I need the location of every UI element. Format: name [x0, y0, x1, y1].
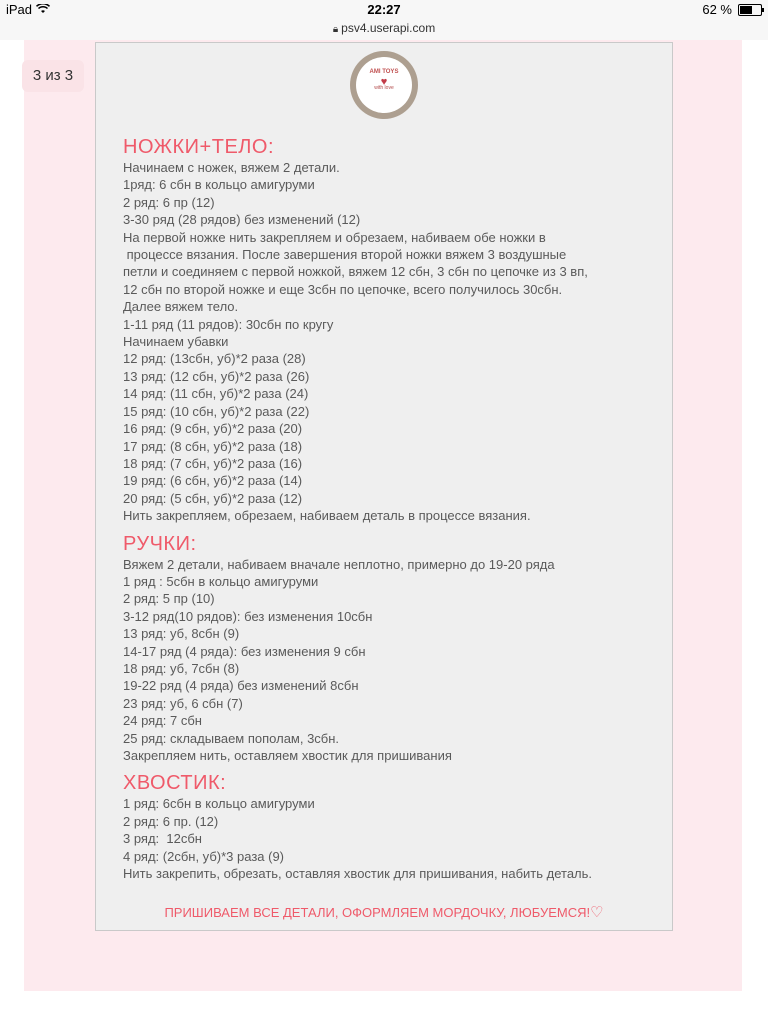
instruction-line: Начинаем с ножек, вяжем 2 детали. — [123, 160, 340, 175]
instruction-line: 13 ряд: (12 сбн, уб)*2 раза (26) — [123, 368, 310, 384]
instruction-line: Нить закрепляем, обрезаем, набиваем деталь в процессе вязания. — [123, 508, 531, 524]
instruction-line: 15 ряд: (10 сбн, уб)*2 раза (22) — [123, 403, 310, 419]
instruction-line: 2 ряд: 6 пр. (12) — [123, 813, 219, 829]
section-title: ХВОСТИК: — [123, 772, 227, 795]
url-text: psv4.userapi.com — [341, 21, 436, 35]
section — [123, 135, 683, 525]
heart-outline-icon: ♡ — [590, 904, 604, 921]
section — [123, 771, 683, 882]
logo-tagline: with love — [374, 85, 394, 91]
image-viewer — [0, 40, 768, 1024]
instruction-line: петли и соединяем с первой ножкой, вяжем 12 сбн, 3 сбн по цепочке из 3 вп, — [123, 264, 588, 280]
final-note-text: ПРИШИВАЕМ ВСЕ ДЕТАЛИ, ОФОРМЛЯЕМ МОРДОЧКУ, ЛЮБУЕМСЯ! — [164, 905, 591, 920]
instruction-line: процессе вязания. После завершения второй ножки вяжем 3 воздушные — [123, 247, 567, 263]
instruction-line: 19-22 ряд (4 ряда) без изменений 8сбн — [123, 678, 359, 694]
instruction-line: 14 ряд: (11 сбн, уб)*2 раза (24) — [123, 386, 309, 402]
address-bar[interactable] — [0, 20, 768, 40]
instruction-line: 2 ряд: 6 пр (12) — [123, 194, 215, 210]
instruction-line: 23 ряд: уб, 6 сбн (7) — [123, 695, 243, 711]
instruction-line: 16 ряд: (9 сбн, уб)*2 раза (20) — [123, 421, 303, 437]
logo-heart-icon: ♥ — [380, 76, 388, 88]
instruction-line: Начинаем убавки — [123, 334, 229, 350]
instruction-line: 18 ряд: (7 сбн, уб)*2 раза (16) — [123, 455, 303, 471]
section-title: РУЧКИ: — [123, 532, 197, 555]
instruction-line: На первой ножке нить закрепляем и обрезаем, набиваем обе ножки в — [123, 229, 546, 245]
instruction-line: 13 ряд: уб, 8сбн (9) — [123, 626, 240, 642]
amitoys-logo — [350, 51, 418, 119]
instruction-line: 19 ряд: (6 сбн, уб)*2 раза (14) — [123, 473, 303, 489]
instruction-line: 1 ряд : 5сбн в кольцо амигуруми — [123, 573, 319, 589]
instruction-line: 1 ряд: 6сбн в кольцо амигуруми — [123, 796, 315, 812]
section — [123, 532, 683, 765]
instruction-line: 1ряд: 6 сбн в кольцо амигуруми — [123, 177, 315, 193]
pattern-text — [123, 135, 683, 889]
instruction-line: 3 ряд: 12сбн — [123, 831, 202, 847]
instruction-line: 17 ряд: (8 сбн, уб)*2 раза (18) — [123, 438, 303, 454]
instruction-line: 2 ряд: 5 пр (10) — [123, 591, 215, 607]
instruction-line: 4 ряд: (2сбн, уб)*3 раза (9) — [123, 848, 285, 864]
status-bar — [0, 0, 768, 20]
instruction-line: 12 сбн по второй ножке и еще 3сбн по цепочке, всего получилось 30сбн. — [123, 281, 563, 297]
instruction-line: 24 ряд: 7 сбн — [123, 713, 202, 729]
instruction-line: 14-17 ряд (4 ряда): без изменения 9 сбн — [123, 643, 366, 659]
instruction-line: 20 ряд: (5 сбн, уб)*2 раза (12) — [123, 490, 303, 506]
logo-brand: AMI TOYS — [369, 69, 399, 75]
image-counter: 3 из 3 — [22, 60, 84, 92]
final-note — [96, 903, 672, 921]
device-name: iPad — [6, 2, 33, 17]
instruction-line: 12 ряд: (13сбн, уб)*2 раза (28) — [123, 351, 306, 367]
battery-percent: 62 % — [702, 2, 732, 17]
instruction-line: 18 ряд: уб, 7сбн (8) — [123, 660, 240, 676]
lock-icon: 🔒︎ — [332, 24, 339, 35]
instruction-line: Далее вяжем тело. — [123, 299, 239, 315]
clock: 22:27 — [367, 2, 401, 17]
section-title: НОЖКИ+ТЕЛО: — [123, 136, 275, 158]
instruction-line: 3-30 ряд (28 рядов) без изменений (12) — [123, 212, 361, 228]
instruction-line: Нить закрепить, обрезать, оставляя хвостик для пришивания, набить деталь. — [123, 866, 593, 882]
pattern-card — [95, 42, 673, 931]
battery-icon — [738, 4, 762, 16]
instruction-line: Закрепляем нить, оставляем хвостик для пришивания — [123, 748, 452, 763]
instruction-line: 1-11 ряд (11 рядов): 30сбн по кругу — [123, 316, 334, 332]
instruction-line: Вяжем 2 детали, набиваем вначале неплотно, примерно до 19-20 ряда — [123, 556, 555, 572]
instruction-line: 25 ряд: складываем пополам, 3сбн. — [123, 730, 340, 746]
instruction-line: 3-12 ряд(10 рядов): без изменения 10сбн — [123, 608, 373, 624]
